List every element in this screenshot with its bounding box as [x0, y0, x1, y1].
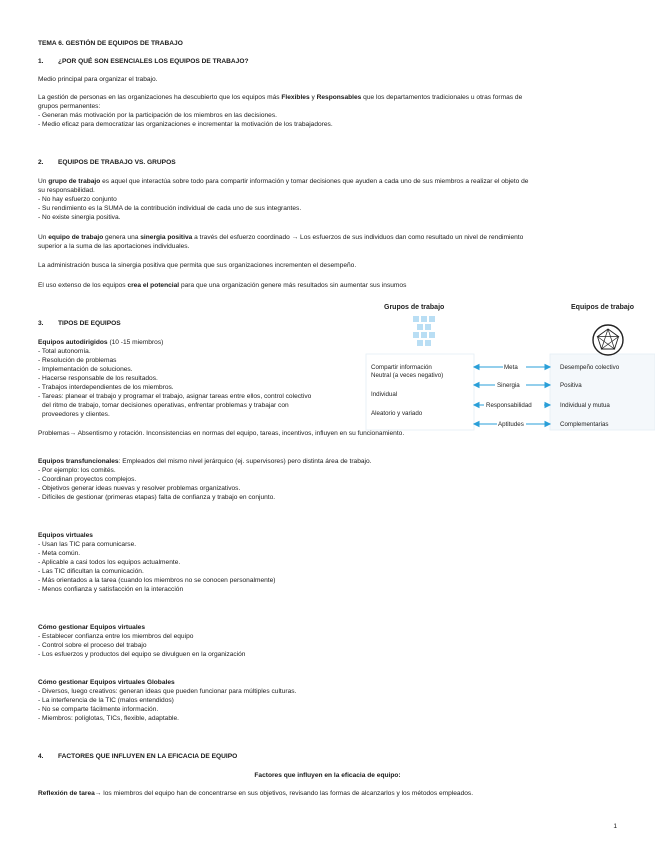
paragraph: [38, 790, 473, 798]
bold-text: Flexibles: [281, 94, 310, 101]
list-item: - Resolución de problemas: [38, 357, 117, 364]
text: que los departamentos tradicionales u otras formas de: [361, 94, 523, 101]
diagram-left-item: Aleatorio y variado: [371, 410, 423, 417]
list-item: - Miembros: políglotas, TICs, flexible, adaptable.: [38, 715, 179, 722]
list-item: - Meta común.: [38, 550, 81, 557]
paragraph-continuation: grupos permanentes:: [38, 103, 101, 110]
list-item: - Aplicable a casi todos los equipos actualmente.: [38, 559, 181, 566]
subsection-heading: Equipos virtuales: [38, 532, 93, 539]
subsection-heading: Cómo gestionar Equipos virtuales: [38, 624, 145, 631]
list-item: - Los esfuerzos y productos del equipo se divulguen en la organización: [38, 651, 246, 658]
group-squares-icon: [413, 316, 435, 346]
text: Un: [38, 234, 49, 241]
bold-text: crea el potencial: [127, 282, 180, 289]
section-number: 1.: [38, 58, 44, 65]
section-title: ¿POR QUÉ SON ESENCIALES LOS EQUIPOS DE TRABAJO?: [58, 58, 249, 65]
paragraph: [38, 94, 522, 102]
text: (10 -15 miembros): [107, 339, 164, 346]
bold-text: grupo de trabajo: [48, 178, 101, 185]
diagram-middle-item: Responsabilidad: [486, 402, 532, 409]
paragraph: [38, 282, 406, 290]
text: los miembros del equipo han de concentrarse en sus objetivos, revisando las formas de alcanzarlos y los métodos empleados.: [101, 790, 474, 797]
diagram-left-item: Individual: [371, 391, 398, 398]
diagram-right-item: Positiva: [560, 382, 582, 389]
paragraph: Medio principal para organizar el trabajo.: [38, 76, 158, 83]
paragraph-continuation: su responsabilidad.: [38, 187, 95, 194]
list-item: - Implementación de soluciones.: [38, 366, 133, 373]
diagram-middle-item: Meta: [504, 364, 518, 371]
diagram-left-item: Compartir información: [371, 364, 432, 371]
bold-text: Equipos transfuncionales: [38, 458, 119, 465]
list-item: - Generan más motivación por la participación de los miembros en las decisiones.: [38, 112, 277, 119]
diagram-right-item: Individual y mutua: [560, 402, 610, 409]
list-item: - Medio eficaz para democratizar las organizaciones e incrementar la motivación de los trabajadores.: [38, 121, 333, 128]
list-item: - Control sobre el proceso del trabajo: [38, 642, 147, 649]
text: y: [309, 94, 317, 101]
list-item: - Diversos, luego creativos: generan ideas que pueden funcionar para múltiples culturas.: [38, 688, 297, 695]
list-item: - Hacerse responsable de los resultados.: [38, 375, 158, 382]
list-item: - No se comparte fácilmente información.: [38, 706, 159, 713]
section-title: TIPOS DE EQUIPOS: [58, 320, 121, 327]
section-3-heading: [38, 320, 121, 328]
page-number: 1: [613, 823, 617, 830]
list-item: - Total autonomía.: [38, 348, 91, 355]
list-item: - Las TIC dificultan la comunicación.: [38, 568, 144, 575]
text: es aquel que interactúa sobre todo para compartir información y tomar decisiones que ayuden a cada uno de sus miembros a realizar el objeto de: [100, 178, 529, 185]
text: genera una: [103, 234, 141, 241]
list-item: - Trabajos interdependientes de los miembros.: [38, 384, 174, 391]
subsection-heading: Cómo gestionar Equipos virtuales Globales: [38, 679, 175, 686]
section-title: EQUIPOS DE TRABAJO VS. GRUPOS: [58, 159, 176, 166]
list-item: - Usan las TIC para comunicarse.: [38, 541, 137, 548]
subsection-heading: [38, 458, 372, 466]
list-item: - La interferencia de la TIC (malos entendidos): [38, 697, 174, 704]
text: : Empleados del mismo nivel jerárquico (ej. supervisores) pero distinta área de trabajo.: [118, 458, 372, 465]
list-item: - No existe sinergia positiva.: [38, 214, 121, 221]
team-network-icon: [593, 325, 623, 355]
text: Un: [38, 178, 49, 185]
bold-text: Responsables: [316, 94, 362, 101]
diagram-middle-item: Sinergia: [497, 382, 520, 389]
section-2-heading: [38, 159, 176, 167]
text: a través del esfuerzo coordinado → Los esfuerzos de sus individuos dan como resultado un nivel de rendimiento: [192, 234, 524, 241]
bold-text: equipo de trabajo: [48, 234, 104, 241]
list-item: - Difíciles de gestionar (primeras etapas) falta de confianza y trabajo en conjunto.: [38, 494, 276, 501]
section-1-heading: [38, 58, 249, 66]
paragraph: [38, 178, 528, 186]
section-number: 4.: [38, 753, 44, 760]
bold-text: Reflexión de tarea→: [38, 790, 102, 797]
paragraph: [38, 234, 523, 242]
list-item: - Tareas: planear el trabajo y programar el trabajo, asignar tareas entre ellos, control colectivo: [38, 393, 312, 400]
diagram-left-item: Neutral (a veces negativo): [371, 372, 444, 379]
bold-text: Equipos autodirigidos: [38, 339, 108, 346]
diagram-left-title: Grupos de trabajo: [384, 304, 445, 311]
section-4-heading: [38, 753, 237, 761]
paragraph: La administración busca la sinergia positiva que permita que sus organizaciones incrementen el desempeño.: [38, 262, 357, 269]
section-subtitle: Factores que influyen en la eficacia de equipo:: [254, 772, 401, 779]
diagram-right-item: Desempeño colectivo: [560, 364, 620, 371]
text: La gestión de personas en las organizaciones ha descubierto que los equipos más: [38, 94, 282, 101]
paragraph: Problemas→ Absentismo y rotación. Inconsistencias en normas del equipo, tareas, incentivos, influyen en su funcionamiento.: [38, 430, 405, 437]
diagram-arrows: [474, 365, 550, 427]
list-item: - Menos confianza y satisfacción en la interacción: [38, 586, 184, 593]
section-number: 3.: [38, 320, 44, 327]
list-item: - Establecer confianza entre los miembros del equipo: [38, 633, 194, 640]
diagram-right-title: Equipos de trabajo: [571, 304, 635, 311]
section-title: FACTORES QUE INFLUYEN EN LA EFICACIA DE EQUIPO: [58, 753, 238, 760]
list-item: proveedores y clientes.: [42, 411, 110, 418]
section-number: 2.: [38, 159, 44, 166]
list-item: - Objetivos generar ideas nuevas y resolver problemas organizativos.: [38, 485, 241, 492]
subsection-heading: [38, 339, 163, 347]
list-item: - No hay esfuerzo conjunto: [38, 196, 117, 203]
bold-text: sinergia positiva: [140, 234, 193, 241]
list-item: - Por ejemplo: los comités.: [38, 467, 116, 474]
list-item: - Coordinan proyectos complejos.: [38, 476, 137, 483]
list-item: del ritmo de trabajo, tomar decisiones operativas, enfrentar problemas y trabajar con: [42, 402, 289, 409]
document-title: TEMA 6. GESTIÓN DE EQUIPOS DE TRABAJO: [38, 40, 183, 47]
diagram-right-item: Complementarias: [560, 421, 609, 428]
text: para que una organización genere más resultados sin aumentar sus insumos: [179, 282, 407, 289]
diagram-middle-item: Aptitudes: [498, 421, 524, 428]
list-item: - Su rendimiento es la SUMA de la contribución individual de cada uno de sus integrantes.: [38, 205, 302, 212]
text: El uso extenso de los equipos: [38, 282, 128, 289]
list-item: - Más orientados a la tarea (cuando los miembros no se conocen personalmente): [38, 577, 276, 584]
paragraph-continuation: superior a la suma de las aportaciones individuales.: [38, 243, 190, 250]
